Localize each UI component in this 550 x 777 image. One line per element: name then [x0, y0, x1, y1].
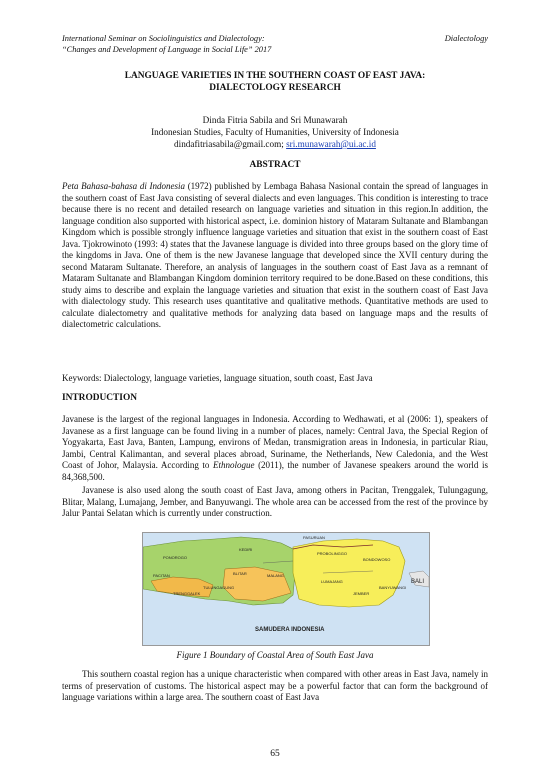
label-tulungagung: TULUNGAGUNG	[203, 585, 235, 590]
label-lumajang: LUMAJANG	[321, 579, 343, 584]
label-pasuruan: PASURUAN	[303, 535, 325, 540]
label-trenggalek: TRENGGALEK	[173, 591, 201, 596]
coastal-map-figure	[142, 532, 430, 646]
intro-p1-text-b: (2011), the number of Javanese speakers around the world is 84,368,500.	[62, 460, 488, 482]
intro-p1-text-a: Javanese is the largest of the regional languages in Indonesia. According to Wedhawati, et al (2006: 1), speakers of Javanese as a first language can be found living in a number of places, namely: Central Java, the Special Region of Yogyakarta, East Java, Banten, Lampung, environs of Medan, transmigration areas in Indonesia, in particular Riau, Jambi, Central Kalimantan, and several places abroad, Suriname, the Netherlands, New Caledonia, and the West Coast of Johor, Malaysia. According to	[62, 414, 488, 470]
running-header	[62, 34, 488, 55]
label-bali: BALI	[411, 579, 425, 585]
map-graphic	[143, 533, 429, 645]
label-probolinggo: PROBOLINGGO	[317, 551, 348, 556]
label-banyuwangi: BANYUWANGI	[379, 585, 407, 590]
header-theme: “Changes and Development of Language in Social Life” 2017	[62, 44, 272, 54]
label-pacitan: PACITAN	[153, 573, 170, 578]
email-2-link[interactable]: sri.munawarah@ui.ac.id	[286, 139, 376, 149]
title-line-1: LANGUAGE VARIETIES IN THE SOUTHERN COAST OF EAST JAVA:	[124, 71, 426, 81]
label-kediri: KEDIRI	[239, 547, 253, 552]
page-number: 65	[270, 749, 280, 759]
abstract-text: (1972) published by Lembaga Bahasa Nasional contain the spread of languages in the southern coast of East Java consisting of several dialects and even languages. This condition is interesting to trace because there is no recent and detailed research on language varieties and situation in this region.In addition, the language condition also supported with historical aspect, i.e. dominion history of Mataram Sultanate and Blambangan Kingdom which is possible strongly influence language varieties and situation that exist in the southern coast of East Java. Tjokrowinoto (1993: 4) states that the Javanese language is divided into three groups based on the glory time of the kingdoms in Java. One of them is the new Javanese language that developed since the XVII century during the second Mataram Sultanate. Therefore, an analysis of languages in the southern coast of East Java as a remnant of Mataram Sultanate and Blambangan Kingdom dominion territory required to be done.Based on these conditions, this study aims to describe and explain the language varieties and situation that exist in the southern coast of East Java with dialectology study. This research uses quantitative and qualitative methods. Quantitative methods are used to calculate dialectometry and qualitative methods for analyzing data based on language maps and the results of dialectometric calculations.	[62, 181, 488, 329]
title-line-2: DIALECTOLOGY RESEARCH	[209, 83, 341, 93]
email-1: dindafitriasabila@gmail.com;	[174, 139, 284, 149]
label-jember: JEMBER	[353, 591, 370, 596]
abstract-body	[62, 181, 488, 331]
header-conference: International Seminar on Sociolinguistics and Dialectology:	[62, 34, 265, 43]
figure-caption: Figure 1 Boundary of Coastal Area of South East Java	[176, 650, 374, 660]
label-bondowoso: BONDOWOSO	[363, 557, 391, 562]
label-samudera-indonesia: SAMUDERA INDONESIA	[255, 627, 325, 633]
paper-title	[62, 70, 488, 94]
header-section: Dialectology	[444, 34, 488, 43]
intro-p1-ethnologue: Ethnologue	[213, 460, 255, 470]
intro-paragraph-1	[62, 414, 488, 483]
author-block	[62, 114, 488, 150]
intro-paragraph-3: This southern coastal region has a unique characteristic when compared with other areas in East Java, namely in terms of preservation of customs. The historical aspect may be a powerful factor that can form the background of language variations within a large area. The southern coast of East Java	[62, 669, 488, 702]
introduction-heading: INTRODUCTION	[62, 393, 138, 403]
author-names: Dinda Fitria Sabila and Sri Munawarah	[202, 115, 348, 125]
label-ponorogo: PONOROGO	[163, 555, 188, 560]
label-malang: MALANG	[267, 573, 284, 578]
intro-paragraph-2: Javanese is also used along the south coast of East Java, among others in Pacitan, Trenggalek, Tulungagung, Blitar, Malang, Lumajang, Jember, and Banyuwangi. The whole area can be accessed from the rest of the province by Jalur Pantai Selatan which is currently under construction.	[62, 485, 488, 518]
abstract-heading: ABSTRACT	[249, 160, 301, 170]
abstract-book-title: Peta Bahasa-bahasa di Indonesia	[62, 181, 186, 191]
author-affiliation: Indonesian Studies, Faculty of Humanities, University of Indonesia	[151, 127, 399, 137]
label-blitar: BLITAR	[233, 571, 247, 576]
author-emails	[62, 138, 488, 150]
keywords: Keywords: Dialectology, language varieties, language situation, south coast, East Java	[62, 373, 373, 383]
